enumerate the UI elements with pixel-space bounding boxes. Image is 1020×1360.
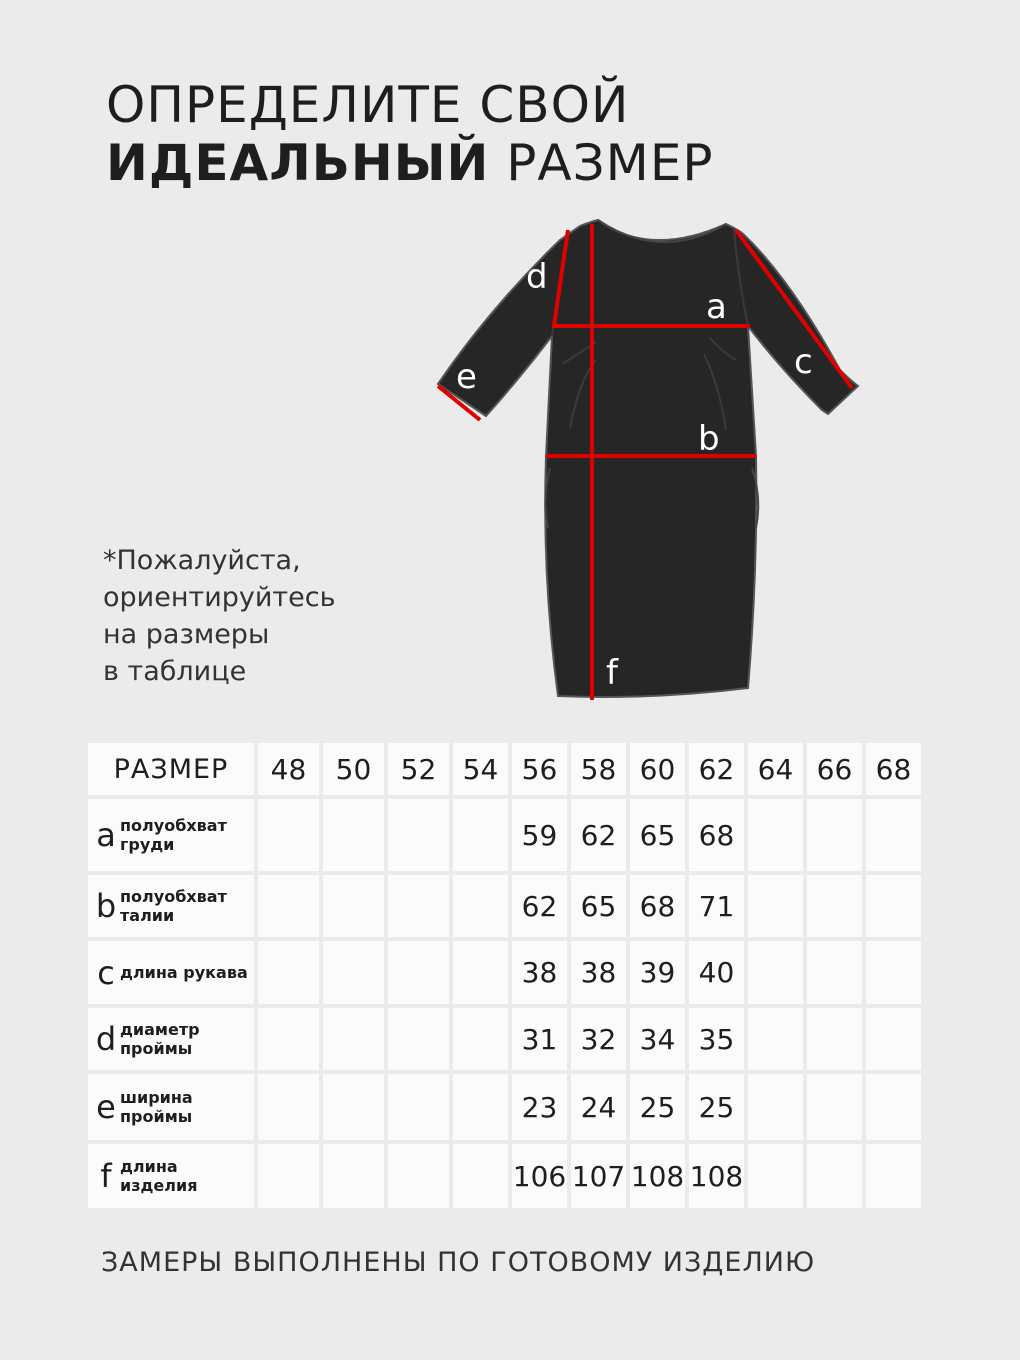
size-table xyxy=(84,739,925,1212)
size-value-cell: 107 xyxy=(571,1144,626,1208)
size-value-cell xyxy=(748,1144,803,1208)
row-letter: b xyxy=(95,887,117,925)
size-value-cell xyxy=(866,1008,921,1070)
size-value-cell xyxy=(807,1008,862,1070)
label-d: d xyxy=(526,257,548,297)
size-value-cell: 62 xyxy=(571,799,626,871)
size-value-cell xyxy=(748,875,803,937)
table-row xyxy=(88,1008,921,1070)
size-value-cell xyxy=(323,1008,384,1070)
row-label xyxy=(88,1008,254,1070)
size-value-cell xyxy=(453,941,508,1004)
row-letter: f xyxy=(100,1157,112,1195)
size-value-cell xyxy=(453,1144,508,1208)
size-value-cell: 34 xyxy=(630,1008,685,1070)
size-header-cell: 62 xyxy=(689,743,744,795)
table-row xyxy=(88,941,921,1004)
note-line: ориентируйтесь xyxy=(103,582,336,613)
size-value-cell: 108 xyxy=(689,1144,744,1208)
size-value-cell: 71 xyxy=(689,875,744,937)
size-value-cell: 38 xyxy=(512,941,567,1004)
size-value-cell xyxy=(866,941,921,1004)
size-value-cell xyxy=(866,1074,921,1140)
size-value-cell: 65 xyxy=(630,799,685,871)
footer-note: ЗАМЕРЫ ВЫПОЛНЕНЫ ПО ГОТОВОМУ ИЗДЕЛИЮ xyxy=(101,1247,816,1278)
size-value-cell xyxy=(866,875,921,937)
size-note xyxy=(103,542,336,690)
size-header-cell: 58 xyxy=(571,743,626,795)
size-value-cell xyxy=(807,875,862,937)
page-title xyxy=(106,76,714,192)
size-value-cell xyxy=(748,941,803,1004)
size-value-cell xyxy=(748,1008,803,1070)
size-header-label: РАЗМЕР xyxy=(88,743,254,795)
size-value-cell xyxy=(258,799,319,871)
row-letter: e xyxy=(96,1088,116,1126)
title-bold-word: ИДЕАЛЬНЫЙ xyxy=(106,134,490,192)
size-header-cell: 66 xyxy=(807,743,862,795)
size-value-cell xyxy=(748,1074,803,1140)
size-value-cell xyxy=(807,799,862,871)
size-value-cell xyxy=(453,1008,508,1070)
size-header-cell: 50 xyxy=(323,743,384,795)
size-value-cell xyxy=(258,1074,319,1140)
size-value-cell xyxy=(258,941,319,1004)
size-value-cell xyxy=(258,875,319,937)
row-description: длина рукава xyxy=(120,963,248,982)
table-row xyxy=(88,799,921,871)
size-value-cell xyxy=(323,1074,384,1140)
size-value-cell xyxy=(807,1144,862,1208)
note-line: *Пожалуйста, xyxy=(103,545,301,576)
size-value-cell: 59 xyxy=(512,799,567,871)
row-label xyxy=(88,875,254,937)
size-value-cell: 32 xyxy=(571,1008,626,1070)
size-value-cell xyxy=(807,1074,862,1140)
size-header-cell: 60 xyxy=(630,743,685,795)
size-value-cell xyxy=(388,1144,449,1208)
row-label xyxy=(88,1074,254,1140)
size-value-cell: 40 xyxy=(689,941,744,1004)
size-header-cell: 48 xyxy=(258,743,319,795)
size-value-cell xyxy=(866,1144,921,1208)
size-value-cell: 24 xyxy=(571,1074,626,1140)
size-value-cell xyxy=(388,1074,449,1140)
label-c: c xyxy=(794,342,813,382)
size-value-cell xyxy=(866,799,921,871)
size-value-cell: 65 xyxy=(571,875,626,937)
size-header-cell: 68 xyxy=(866,743,921,795)
table-body xyxy=(88,799,921,1208)
title-rest: РАЗМЕР xyxy=(489,134,714,192)
row-label xyxy=(88,1144,254,1208)
size-value-cell xyxy=(453,1074,508,1140)
row-letter: c xyxy=(97,953,115,992)
size-value-cell: 106 xyxy=(512,1144,567,1208)
size-header-cell: 52 xyxy=(388,743,449,795)
size-value-cell xyxy=(323,941,384,1004)
size-value-cell xyxy=(807,941,862,1004)
size-value-cell: 62 xyxy=(512,875,567,937)
size-value-cell xyxy=(388,875,449,937)
row-label xyxy=(88,799,254,871)
size-value-cell xyxy=(388,941,449,1004)
size-value-cell xyxy=(258,1008,319,1070)
row-description: ширина проймы xyxy=(120,1088,193,1126)
label-a: a xyxy=(706,287,727,327)
note-line: в таблице xyxy=(103,656,247,687)
size-value-cell xyxy=(258,1144,319,1208)
row-label xyxy=(88,941,254,1004)
size-value-cell xyxy=(323,799,384,871)
size-value-cell: 68 xyxy=(630,875,685,937)
size-value-cell: 39 xyxy=(630,941,685,1004)
size-header-cell: 64 xyxy=(748,743,803,795)
size-value-cell: 23 xyxy=(512,1074,567,1140)
title-line-1: ОПРЕДЕЛИТЕ СВОЙ xyxy=(106,76,630,134)
size-value-cell: 35 xyxy=(689,1008,744,1070)
row-description: полуобхват груди xyxy=(120,816,227,854)
table-header-row xyxy=(88,743,921,795)
size-header-cell: 54 xyxy=(453,743,508,795)
row-description: длина изделия xyxy=(120,1157,198,1195)
table-row xyxy=(88,1074,921,1140)
size-value-cell xyxy=(323,875,384,937)
size-value-cell xyxy=(748,799,803,871)
label-b: b xyxy=(698,419,720,459)
row-letter: d xyxy=(95,1020,117,1058)
dress-diagram xyxy=(430,218,870,708)
size-value-cell xyxy=(388,799,449,871)
size-value-cell: 38 xyxy=(571,941,626,1004)
table-row xyxy=(88,1144,921,1208)
row-description: диаметр проймы xyxy=(120,1020,200,1058)
size-value-cell xyxy=(453,799,508,871)
size-value-cell: 25 xyxy=(689,1074,744,1140)
size-value-cell xyxy=(453,875,508,937)
label-f: f xyxy=(606,653,618,693)
row-letter: a xyxy=(96,816,116,854)
size-value-cell xyxy=(323,1144,384,1208)
size-value-cell: 108 xyxy=(630,1144,685,1208)
dress-silhouette xyxy=(438,220,858,697)
size-header-cell: 56 xyxy=(512,743,567,795)
label-e: e xyxy=(456,357,477,397)
row-description: полуобхват талии xyxy=(120,887,227,925)
note-line: на размеры xyxy=(103,619,270,650)
size-value-cell xyxy=(388,1008,449,1070)
size-value-cell: 25 xyxy=(630,1074,685,1140)
table-row xyxy=(88,875,921,937)
size-value-cell: 68 xyxy=(689,799,744,871)
title-line-2 xyxy=(106,134,714,192)
size-value-cell: 31 xyxy=(512,1008,567,1070)
